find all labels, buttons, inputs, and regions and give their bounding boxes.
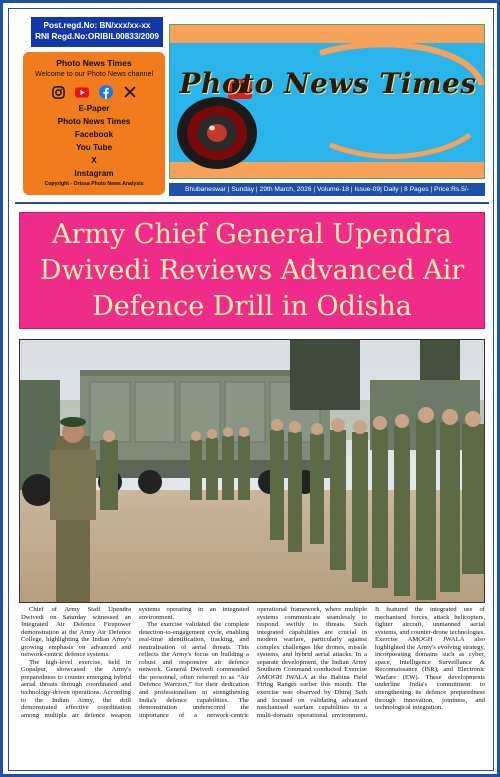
link-facebook[interactable]: Facebook	[74, 130, 114, 139]
article-paragraph-2: The high-level exercise, held in Gopalpur, showcased the Army's preparedness to counter emerging hybrid aerial threats through coordinated and technology-driven operations. According to the Indian Army, the drill demonstrated effective coordination among multiple air defence weapon systems operating in an integrated environment.	[21, 606, 249, 719]
instagram-icon[interactable]	[51, 85, 65, 99]
copyright-text: Copyright - Orissa Photo News Analysis	[44, 181, 144, 187]
news-photo	[19, 339, 485, 603]
article-paragraph-3: The exercise validated the complete detection-to-engagement cycle, enabling real-time identification, tracking, and neutralisation of aerial threats. This reflects the Army's focus on building a robust and responsive air defence network. General Dwivedi commended the personnel, often referred to as “Air Defence Warriors,” for their dedication and professionalism in strengthening India's defence capabilities. The demonstration underscored the importance of a network-centric operational framework, where multiple systems communicate seamlessly to respond swiftly to threats. Such integrated capabilities are crucial in modern warfare, particularly against complex challenges like drones, missile systems, and hybrid aerial attacks. In a separate development, the Indian Army Southern Command conducted Exercise AMOGH JWALA at the Babina Field Firing Ranges earlier this month. The exercise was observed by Dhiraj Seth and focused on validating advanced mechanised warfare capabilities in a multi-domain operational environment. It featured the integrated use of mechanised forces, attack helicopters, fighter aircraft, unmanned aerial systems, and counter-drone technologies. Exercise AMOGH JWALA also highlighted the Army's evolving strategy, incorporating domains such as cyber, space, Intelligence Surveillance & Reconnaissance (ISR), and Electronic Warfare (EW). These developments underline India's commitment to strengthening its defence preparedness through innovation, jointness, and technological integration.	[139, 606, 485, 719]
x-icon[interactable]	[123, 85, 137, 99]
registration-line-1: Post.regd.No: BN/xxx/xx-xx	[43, 21, 151, 30]
registration-line-2: RNI Regd.No:ORIBIL00833/2009	[35, 32, 159, 41]
social-panel-subtitle: Welcome to our Photo News channel	[34, 69, 154, 78]
article-paragraph-1: Chief of Army Staff Upendra Dwivedi on Saturday witnessed an Integrated Air Defence Firepower demonstration at the Army Air Defence College, highlighting the Indian Army's growing emphasis on advanced and network-centric defence systems.	[21, 606, 131, 659]
social-icons-row	[23, 84, 165, 100]
masthead-logo	[169, 24, 485, 179]
social-links	[23, 102, 165, 180]
news-photo-illustration	[20, 340, 485, 603]
social-panel	[23, 52, 165, 195]
headline-box	[19, 212, 485, 329]
article-body	[21, 606, 485, 764]
link-youtube[interactable]: You Tube	[75, 143, 113, 152]
edition-info-line: Bhubaneswar | Sunday | 29th March, 2026 | Volume-18 | Issue-09| Daily | 8 Pages | Price:Rs.5/-	[169, 183, 485, 196]
headline: Army Chief General Upendra Dwivedi Reviews Advanced Air Defence Drill in Odisha	[39, 219, 465, 322]
facebook-icon[interactable]	[99, 85, 113, 99]
youtube-icon[interactable]	[75, 85, 89, 99]
header-divider	[15, 202, 489, 204]
link-photo-news-times[interactable]: Photo News Times	[57, 117, 131, 126]
social-panel-title: Photo News Times	[56, 58, 132, 68]
swoosh-graphic	[170, 25, 485, 179]
registration-box	[31, 17, 163, 47]
link-x[interactable]: X	[91, 156, 97, 165]
link-instagram[interactable]: Instagram	[74, 169, 114, 178]
link-e-paper[interactable]: E-Paper	[78, 104, 110, 113]
masthead-title: Photo News Times	[179, 67, 477, 100]
